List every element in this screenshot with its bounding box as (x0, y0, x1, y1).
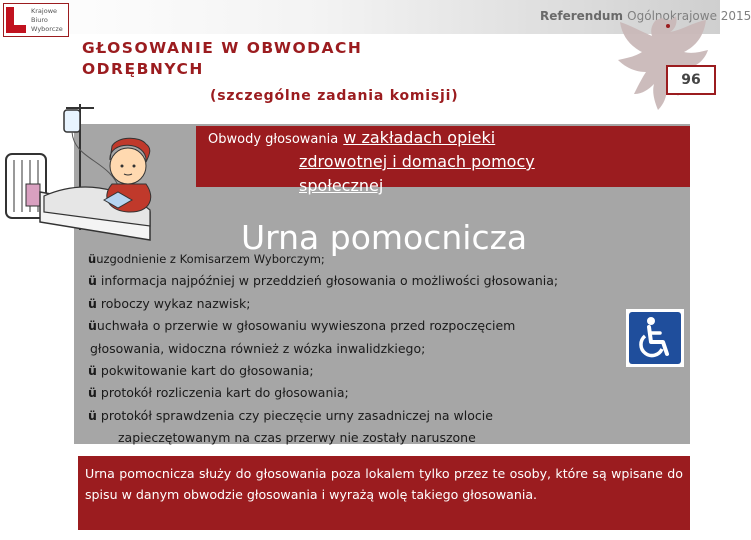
page-subtitle: (szczególne zadania komisji) (210, 88, 459, 104)
task-item (88, 270, 648, 292)
note-box (78, 456, 690, 530)
task-text: protokół sprawdzenia czy pieczęcie urny zasadniczej na wlocie (100, 407, 493, 423)
task-item (88, 360, 648, 382)
referendum-rest: Ogólnokrajowe 2015 (627, 9, 751, 23)
hospital-patient-illustration (0, 100, 200, 250)
task-item (88, 293, 648, 315)
logo-text-line-3: Wyborcze (31, 25, 63, 33)
section-header-line-3: społecznej (299, 176, 384, 195)
check-icon: ü (88, 295, 97, 311)
task-item (88, 382, 648, 404)
task-item-continued (88, 338, 648, 360)
page-title (82, 38, 362, 80)
check-icon: ü (88, 385, 97, 401)
task-item (88, 405, 648, 427)
task-text: głosowania, widoczna również z wózka inwalidzkiego; (90, 340, 426, 356)
task-text: zapieczętowanym na czas przerwy nie zostały naruszone (118, 430, 476, 446)
task-item (88, 248, 648, 270)
section-header-prefix: Obwody głosowania (208, 132, 339, 147)
page-title-line-1: GŁOSOWANIE W OBWODACH (82, 39, 363, 57)
task-item-continued (88, 427, 648, 449)
logo-mark (6, 7, 26, 33)
task-text: roboczy wykaz nazwisk; (100, 295, 251, 311)
task-text: informacja najpóźniej w przeddzień głosowania o możliwości głosowania; (100, 273, 559, 289)
task-text: uzgodnienie z Komisarzem Wyborczym; (96, 252, 325, 266)
page-number: 96 (666, 65, 716, 95)
note-text: Urna pomocnicza służy do głosowania poza lokalem tylko przez te osoby, które są wpisane do spisu w danym obwodzie głosowania i wyrażą wolę takiego głosowania. (85, 466, 683, 502)
check-icon: ü (88, 252, 97, 266)
task-item (88, 315, 648, 337)
task-list (88, 248, 648, 450)
task-text: pokwitowanie kart do głosowania; (100, 363, 314, 379)
page-title-line-2: ODRĘBNYCH (82, 60, 204, 78)
check-icon: ü (88, 363, 97, 379)
logo-text-line-1: Krajowe (31, 7, 58, 15)
section-title: Urna pomocnicza (241, 218, 528, 257)
referendum-bold: Referendum (540, 9, 623, 23)
kbw-logo (3, 3, 69, 37)
check-icon: ü (88, 407, 97, 423)
logo-text-line-2: Biuro (31, 16, 48, 24)
eagle-emblem (612, 12, 712, 114)
wheelchair-icon (629, 312, 681, 364)
check-icon: ü (88, 318, 97, 334)
wheelchair-sign (626, 309, 684, 367)
task-text: uchwała o przerwie w głosowaniu wywieszona przed rozpoczęciem (96, 318, 516, 334)
check-icon: ü (88, 273, 97, 289)
section-header-main: w zakładach opieki (343, 128, 496, 147)
section-header-line-2: zdrowotnej i domach pomocy (299, 152, 535, 171)
wheelchair-sign-background (629, 312, 681, 364)
section-header-line-1 (208, 128, 495, 147)
task-text: protokół rozliczenia kart do głosowania; (100, 385, 349, 401)
